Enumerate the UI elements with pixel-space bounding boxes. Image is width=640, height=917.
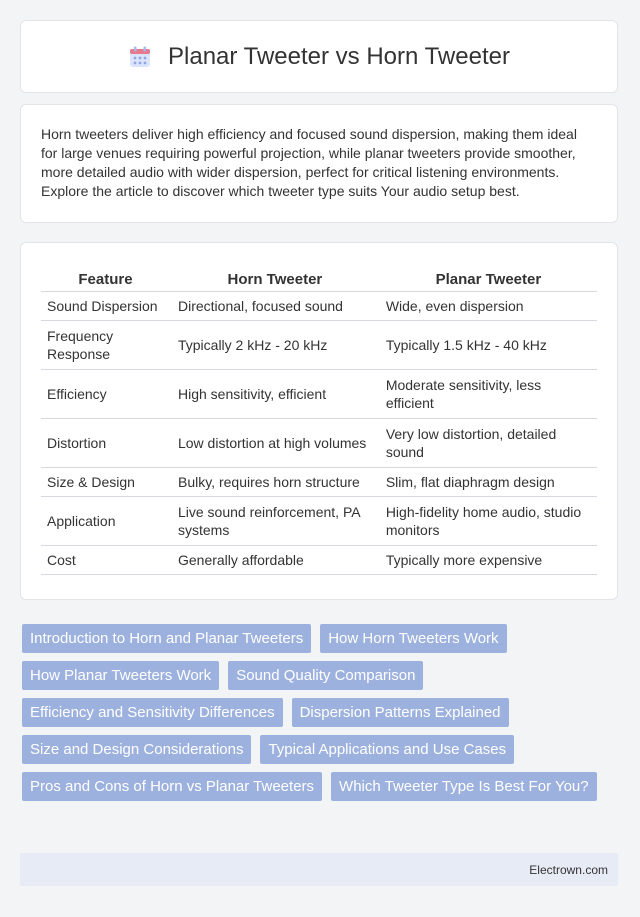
table-cell: Typically 2 kHz - 20 kHz xyxy=(170,321,380,370)
topic-link-which-best[interactable]: Which Tweeter Type Is Best For You? xyxy=(331,772,597,801)
calendar-grid-icon xyxy=(128,45,152,69)
intro-card xyxy=(20,104,618,223)
table-cell: Low distortion at high volumes xyxy=(170,419,380,468)
topic-link-applications[interactable]: Typical Applications and Use Cases xyxy=(260,735,514,764)
table-row xyxy=(41,497,597,546)
table-cell: Generally affordable xyxy=(170,546,380,575)
topic-link-how-horn-works[interactable]: How Horn Tweeters Work xyxy=(320,624,506,653)
table-cell: Live sound reinforcement, PA systems xyxy=(170,497,380,546)
table-cell: Slim, flat diaphragm design xyxy=(380,468,597,497)
table-cell: Directional, focused sound xyxy=(170,292,380,321)
table-cell: Cost xyxy=(41,546,170,575)
table-cell: High-fidelity home audio, studio monitors xyxy=(380,497,597,546)
topic-links xyxy=(22,624,622,801)
table-cell: Distortion xyxy=(41,419,170,468)
table-cell: Typically 1.5 kHz - 40 kHz xyxy=(380,321,597,370)
table-cell: Bulky, requires horn structure xyxy=(170,468,380,497)
table-row xyxy=(41,370,597,419)
footer xyxy=(20,853,618,886)
table-row xyxy=(41,292,597,321)
column-header-feature: Feature xyxy=(41,265,170,292)
topic-link-efficiency[interactable]: Efficiency and Sensitivity Differences xyxy=(22,698,283,727)
comparison-card xyxy=(20,242,618,600)
topic-link-how-planar-works[interactable]: How Planar Tweeters Work xyxy=(22,661,219,690)
topic-link-sound-quality[interactable]: Sound Quality Comparison xyxy=(228,661,423,690)
table-cell: Sound Dispersion xyxy=(41,292,170,321)
table-row xyxy=(41,419,597,468)
table-header-row xyxy=(41,265,597,292)
table-row xyxy=(41,321,597,370)
table-cell: Typically more expensive xyxy=(380,546,597,575)
page-title: Planar Tweeter vs Horn Tweeter xyxy=(168,42,510,70)
topic-link-dispersion[interactable]: Dispersion Patterns Explained xyxy=(292,698,509,727)
topic-link-size-design[interactable]: Size and Design Considerations xyxy=(22,735,251,764)
table-cell: Size & Design xyxy=(41,468,170,497)
intro-text: Horn tweeters deliver high efficiency and focused sound dispersion, making them ideal for large venues requiring powerful projection, while planar tweeters provide smoother, more detailed audio with wider dispersion, perfect for critical listening environments. Explore the article to discover which tweeter type suits Your audio setup best. xyxy=(41,126,577,199)
table-cell: Very low distortion, detailed sound xyxy=(380,419,597,468)
table-cell: Frequency Response xyxy=(41,321,170,370)
table-cell: High sensitivity, efficient xyxy=(170,370,380,419)
header-card xyxy=(20,20,618,93)
table-cell: Wide, even dispersion xyxy=(380,292,597,321)
table-cell: Efficiency xyxy=(41,370,170,419)
table-cell: Application xyxy=(41,497,170,546)
column-header-horn: Horn Tweeter xyxy=(170,265,380,292)
table-cell: Moderate sensitivity, less efficient xyxy=(380,370,597,419)
topic-link-pros-cons[interactable]: Pros and Cons of Horn vs Planar Tweeters xyxy=(22,772,322,801)
topic-link-introduction[interactable]: Introduction to Horn and Planar Tweeters xyxy=(22,624,311,653)
footer-site-name: Electrown.com xyxy=(529,862,608,877)
comparison-table xyxy=(41,265,597,575)
column-header-planar: Planar Tweeter xyxy=(380,265,597,292)
table-row xyxy=(41,468,597,497)
table-row xyxy=(41,546,597,575)
